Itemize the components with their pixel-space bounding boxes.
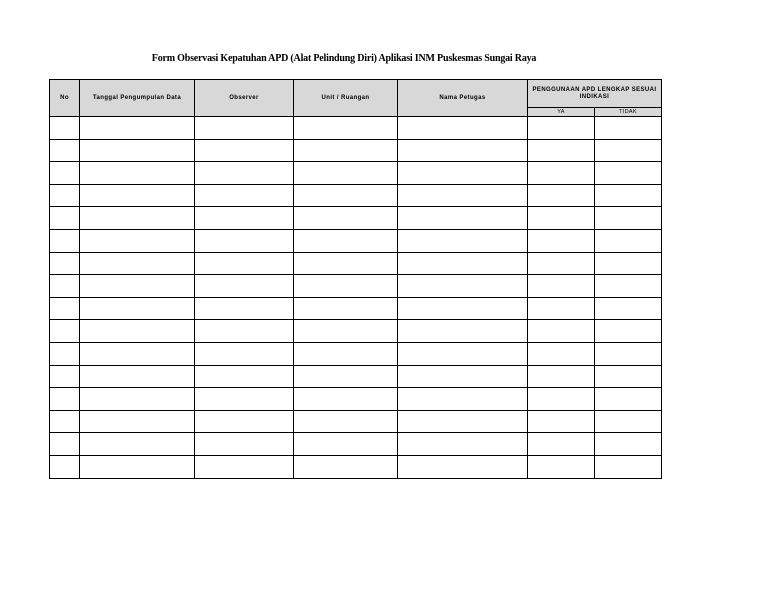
cell-nama bbox=[398, 207, 528, 230]
form-title: Form Observasi Kepatuhan APD (Alat Pelindung Diri) Aplikasi INM Puskesmas Sungai Raya bbox=[151, 53, 537, 64]
cell-tidak bbox=[595, 342, 662, 365]
header-nama: Nama Petugas bbox=[398, 80, 528, 117]
table-row bbox=[50, 207, 662, 230]
cell-nama bbox=[398, 252, 528, 275]
cell-tanggal bbox=[80, 139, 195, 162]
cell-tidak bbox=[595, 207, 662, 230]
cell-ya bbox=[528, 117, 595, 140]
cell-unit bbox=[294, 320, 398, 343]
cell-unit bbox=[294, 275, 398, 298]
cell-no bbox=[50, 252, 80, 275]
cell-tanggal bbox=[80, 275, 195, 298]
cell-observer bbox=[195, 320, 294, 343]
cell-no bbox=[50, 207, 80, 230]
table-row bbox=[50, 162, 662, 185]
cell-tanggal bbox=[80, 342, 195, 365]
cell-tanggal bbox=[80, 433, 195, 456]
cell-observer bbox=[195, 455, 294, 478]
cell-ya bbox=[528, 455, 595, 478]
cell-nama bbox=[398, 342, 528, 365]
cell-ya bbox=[528, 207, 595, 230]
cell-observer bbox=[195, 410, 294, 433]
cell-no bbox=[50, 275, 80, 298]
table-row bbox=[50, 388, 662, 411]
table-row bbox=[50, 433, 662, 456]
cell-observer bbox=[195, 297, 294, 320]
cell-nama bbox=[398, 433, 528, 456]
cell-no bbox=[50, 320, 80, 343]
cell-observer bbox=[195, 139, 294, 162]
cell-tidak bbox=[595, 365, 662, 388]
cell-tidak bbox=[595, 297, 662, 320]
cell-observer bbox=[195, 388, 294, 411]
cell-tidak bbox=[595, 433, 662, 456]
table-body bbox=[50, 117, 662, 479]
table-row bbox=[50, 365, 662, 388]
cell-observer bbox=[195, 117, 294, 140]
header-no: No bbox=[50, 80, 80, 117]
cell-ya bbox=[528, 229, 595, 252]
table-row bbox=[50, 342, 662, 365]
cell-no bbox=[50, 229, 80, 252]
cell-nama bbox=[398, 320, 528, 343]
cell-ya bbox=[528, 184, 595, 207]
cell-no bbox=[50, 139, 80, 162]
cell-unit bbox=[294, 252, 398, 275]
cell-no bbox=[50, 162, 80, 185]
table-row bbox=[50, 139, 662, 162]
cell-nama bbox=[398, 388, 528, 411]
cell-tanggal bbox=[80, 388, 195, 411]
cell-unit bbox=[294, 410, 398, 433]
cell-nama bbox=[398, 275, 528, 298]
cell-ya bbox=[528, 162, 595, 185]
cell-tidak bbox=[595, 162, 662, 185]
cell-observer bbox=[195, 184, 294, 207]
cell-nama bbox=[398, 410, 528, 433]
table-row bbox=[50, 320, 662, 343]
cell-nama bbox=[398, 162, 528, 185]
cell-ya bbox=[528, 275, 595, 298]
cell-unit bbox=[294, 297, 398, 320]
cell-unit bbox=[294, 207, 398, 230]
table-row bbox=[50, 275, 662, 298]
cell-unit bbox=[294, 365, 398, 388]
table-row bbox=[50, 297, 662, 320]
cell-tanggal bbox=[80, 229, 195, 252]
cell-no bbox=[50, 117, 80, 140]
cell-observer bbox=[195, 162, 294, 185]
cell-nama bbox=[398, 297, 528, 320]
cell-ya bbox=[528, 342, 595, 365]
header-observer: Observer bbox=[195, 80, 294, 117]
table-row bbox=[50, 117, 662, 140]
cell-unit bbox=[294, 139, 398, 162]
cell-observer bbox=[195, 365, 294, 388]
cell-unit bbox=[294, 388, 398, 411]
cell-tidak bbox=[595, 320, 662, 343]
cell-unit bbox=[294, 162, 398, 185]
cell-observer bbox=[195, 229, 294, 252]
cell-unit bbox=[294, 433, 398, 456]
cell-no bbox=[50, 365, 80, 388]
cell-tanggal bbox=[80, 117, 195, 140]
cell-tanggal bbox=[80, 297, 195, 320]
cell-unit bbox=[294, 229, 398, 252]
cell-tanggal bbox=[80, 252, 195, 275]
cell-nama bbox=[398, 117, 528, 140]
cell-nama bbox=[398, 455, 528, 478]
header-tidak: TIDAK bbox=[595, 108, 662, 117]
cell-observer bbox=[195, 342, 294, 365]
cell-tanggal bbox=[80, 207, 195, 230]
cell-no bbox=[50, 410, 80, 433]
cell-no bbox=[50, 433, 80, 456]
cell-tanggal bbox=[80, 162, 195, 185]
cell-unit bbox=[294, 184, 398, 207]
cell-observer bbox=[195, 433, 294, 456]
cell-tidak bbox=[595, 184, 662, 207]
cell-observer bbox=[195, 275, 294, 298]
table-row bbox=[50, 252, 662, 275]
header-apd: PENGGUNAAN APD LENGKAP SESUAI INDIKASI bbox=[528, 80, 662, 108]
cell-ya bbox=[528, 139, 595, 162]
cell-tidak bbox=[595, 229, 662, 252]
cell-no bbox=[50, 455, 80, 478]
cell-observer bbox=[195, 252, 294, 275]
cell-ya bbox=[528, 388, 595, 411]
cell-nama bbox=[398, 229, 528, 252]
cell-tidak bbox=[595, 275, 662, 298]
cell-tanggal bbox=[80, 410, 195, 433]
cell-observer bbox=[195, 207, 294, 230]
cell-unit bbox=[294, 455, 398, 478]
cell-tidak bbox=[595, 117, 662, 140]
cell-tanggal bbox=[80, 320, 195, 343]
cell-unit bbox=[294, 342, 398, 365]
header-unit: Unit / Ruangan bbox=[294, 80, 398, 117]
table-row bbox=[50, 455, 662, 478]
cell-ya bbox=[528, 433, 595, 456]
cell-no bbox=[50, 342, 80, 365]
header-tanggal: Tanggal Pengumpulan Data bbox=[80, 80, 195, 117]
cell-ya bbox=[528, 320, 595, 343]
cell-nama bbox=[398, 139, 528, 162]
cell-tidak bbox=[595, 252, 662, 275]
cell-tanggal bbox=[80, 455, 195, 478]
cell-tanggal bbox=[80, 184, 195, 207]
cell-no bbox=[50, 388, 80, 411]
cell-tanggal bbox=[80, 365, 195, 388]
cell-ya bbox=[528, 252, 595, 275]
header-ya: YA bbox=[528, 108, 595, 117]
table-row bbox=[50, 229, 662, 252]
cell-ya bbox=[528, 365, 595, 388]
cell-tidak bbox=[595, 139, 662, 162]
cell-no bbox=[50, 297, 80, 320]
cell-nama bbox=[398, 184, 528, 207]
observation-table bbox=[49, 79, 662, 479]
cell-no bbox=[50, 184, 80, 207]
table-row bbox=[50, 184, 662, 207]
cell-ya bbox=[528, 297, 595, 320]
cell-tidak bbox=[595, 410, 662, 433]
cell-tidak bbox=[595, 388, 662, 411]
cell-tidak bbox=[595, 455, 662, 478]
cell-ya bbox=[528, 410, 595, 433]
cell-nama bbox=[398, 365, 528, 388]
table-row bbox=[50, 410, 662, 433]
cell-unit bbox=[294, 117, 398, 140]
header-row bbox=[50, 80, 662, 108]
